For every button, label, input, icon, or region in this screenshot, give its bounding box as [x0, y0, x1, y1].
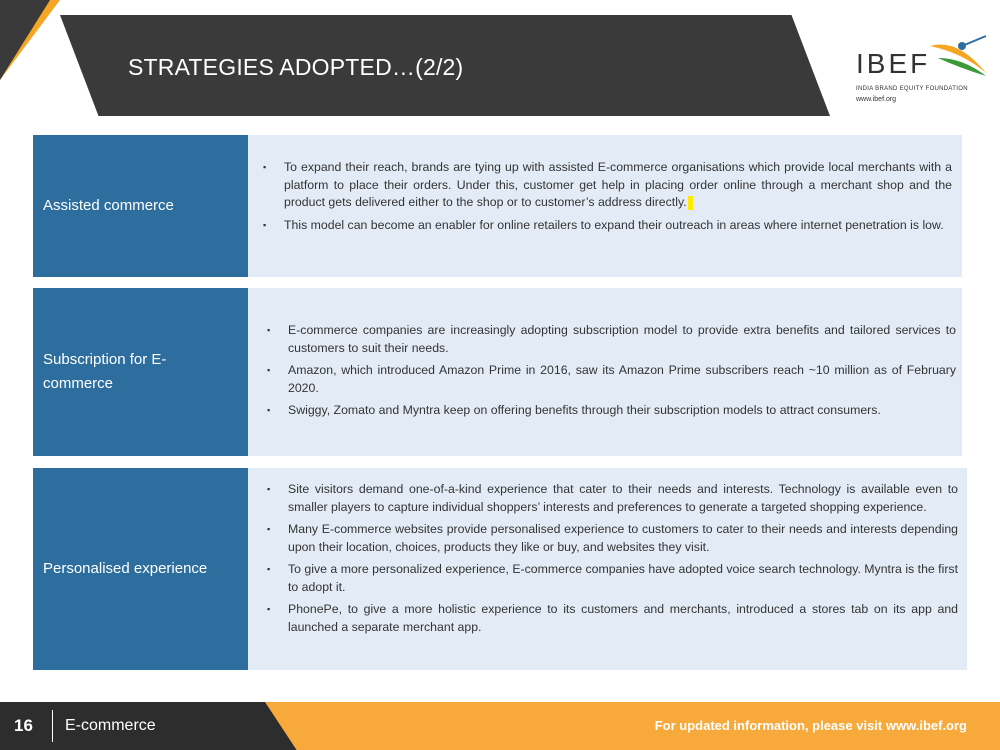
section-body [248, 288, 962, 456]
section-label: Assisted commerce [33, 135, 248, 277]
bullet-point: ▪ To expand their reach, brands are tying up with assisted E-commerce organisations which provide local merchants with a platform to place their orders. Under this, customer get help in placing order online through a merchant shop and the product gets delivered either to the shop or to customer’s address directly. [263, 159, 952, 212]
page-title: STRATEGIES ADOPTED…(2/2) [128, 54, 464, 80]
section-body [248, 468, 967, 670]
highlight-mark [688, 196, 693, 210]
section-subscription [33, 288, 962, 456]
section-label: Subscription for E-commerce [33, 288, 248, 456]
section-label: Personalised experience [33, 468, 248, 670]
section-personalised-experience [33, 468, 967, 670]
bullet-point: ▪ E-commerce companies are increasingly adopting subscription model to provide extra benefits and tailored services to customers to suit their needs. [267, 322, 956, 357]
section-body [248, 135, 962, 277]
logo-subtitle: INDIA BRAND EQUITY FOUNDATION [856, 86, 968, 92]
footer-update-note: For updated information, please visit www.ibef.org [654, 718, 967, 733]
page-number: 16 [14, 716, 33, 735]
bullet-point: ▪ Site visitors demand one-of-a-kind experience that cater to their needs and interests. Technology is available even to smaller players to capture individual shoppers’ interests and preferences to generate a targeted shopping experience. [267, 481, 958, 516]
ibef-logo [850, 28, 990, 108]
section-assisted-commerce [33, 135, 962, 277]
bullet-point: ▪ This model can become an enabler for online retailers to expand their outreach in areas where internet penetration is low. [263, 217, 952, 235]
footer-section-name: E-commerce [65, 717, 156, 734]
bullet-point: ▪ Swiggy, Zomato and Myntra keep on offering benefits through their subscription models to attract consumers. [267, 402, 956, 420]
logo-url: www.ibef.org [856, 96, 897, 103]
bullet-point: ▪ Many E-commerce websites provide personalised experience to customers to cater to their needs and interests depending upon their location, choices, products they like or buy, and websites they visit. [267, 521, 958, 556]
footer-divider [52, 710, 53, 742]
bullet-point: ▪ PhonePe, to give a more holistic experience to its customers and merchants, introduced a stores tab on its app and launched a separate merchant app. [267, 601, 958, 636]
logo-wordmark: IBEF [856, 48, 931, 79]
bird-icon [928, 28, 988, 83]
header-accent-dark [0, 0, 50, 80]
bullet-point: ▪ Amazon, which introduced Amazon Prime in 2016, saw its Amazon Prime subscribers reach ~10 million as of February 2020. [267, 362, 956, 397]
bullet-point: ▪ To give a more personalized experience, E-commerce companies have adopted voice search technology. Myntra is the first to adopt it. [267, 561, 958, 596]
